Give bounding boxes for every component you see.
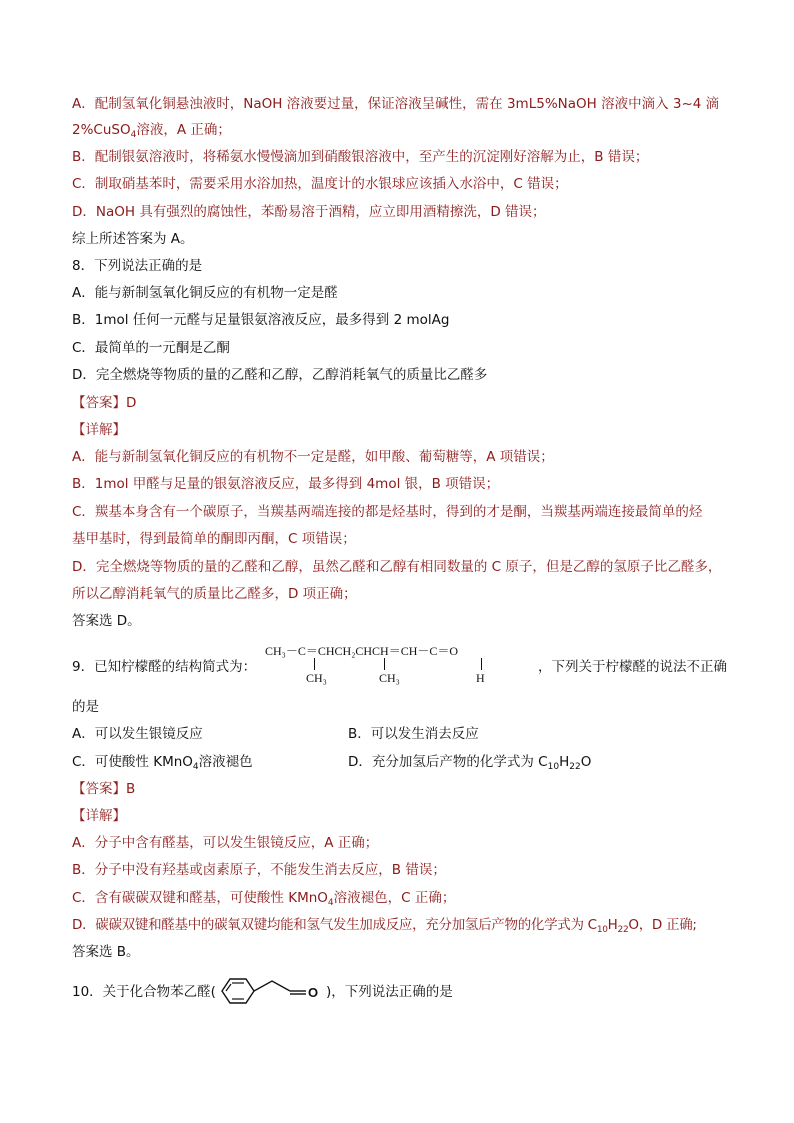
q8-exp-a: A．能与新制氢氧化铜反应的有机物不一定是醛，如甲酸、葡萄糖等，A 项错误； xyxy=(72,449,554,465)
q9-summary: 答案选 B。 xyxy=(72,944,140,960)
q10-stem-pre: 10．关于化合物苯乙醛( xyxy=(72,984,216,1000)
phenylacetaldehyde-structure xyxy=(214,975,324,1007)
q9-detail-label: 【详解】 xyxy=(72,808,126,824)
q9-stem-line2: 的是 xyxy=(72,699,99,715)
q7-exp-c: C．制取硝基苯时，需要采用水浴加热，温度计的水银球应该插入水浴中，C 错误； xyxy=(72,176,568,192)
formula-methyl-2: CH₃ xyxy=(379,671,400,685)
q8-answer: 【答案】D xyxy=(72,395,137,411)
q8-stem: 8．下列说法正确的是 xyxy=(72,258,203,274)
q8-exp-c1: C．羰基本身含有一个碳原子，当羰基两端连接的都是烃基时，得到的才是酮，当羰基两端连接最简单的烃 xyxy=(72,504,703,520)
q9-answer: 【答案】B xyxy=(72,781,136,797)
q9-exp-d: D．碳碳双键和醛基中的碳氧双键均能和氢气发生加成反应，充分加氢后产物的化学式为 $C_{10}H_{22}O$，D 正确; xyxy=(72,917,697,935)
q10-stem-post: )，下列说法正确的是 xyxy=(326,984,453,1000)
formula-hydrogen: H xyxy=(476,671,485,685)
q7-exp-b: B．配制银氨溶液时，将稀氨水慢慢滴加到硝酸银溶液中，至产生的沉淀刚好溶解为止，B 错误； xyxy=(72,149,649,165)
q8-detail-label: 【详解】 xyxy=(72,422,126,438)
q9-exp-c: C．含有碳碳双键和醛基，可使酸性 KMnO$_4$溶液褪色，C 正确； xyxy=(72,890,456,908)
q7-summary: 综上所述答案为 A。 xyxy=(72,231,194,247)
aldehyde-oxygen-label: O xyxy=(308,985,319,1000)
q9-option-d: D．充分加氢后产物的化学式为 $C_{10}H_{22}O$ xyxy=(348,754,592,772)
q9-exp-b: B．分子中没有羟基或卤素原子，不能发生消去反应，B 错误； xyxy=(72,862,446,878)
q8-option-d: D．完全燃烧等物质的量的乙醛和乙醇，乙醇消耗氧气的质量比乙醛多 xyxy=(72,367,488,383)
q8-exp-c2: 基甲基时，得到最简单的酮即丙酮，C 项错误； xyxy=(72,531,356,547)
q7-exp-d: D．NaOH 具有强烈的腐蚀性，苯酚易溶于酒精，应立即用酒精擦洗，D 错误； xyxy=(72,204,546,220)
q9-exp-a: A．分子中含有醛基，可以发生银镜反应，A 正确； xyxy=(72,835,379,851)
q9-stem-post: ，下列关于柠檬醛的说法不正确 xyxy=(538,659,727,675)
q8-option-b: B．1mol 任何一元醛与足量银氨溶液反应，最多得到 2 molAg xyxy=(72,312,450,328)
q8-option-c: C．最简单的一元酮是乙酮 xyxy=(72,340,230,356)
q7-exp-a-line2: 2%CuSO$_4$溶液，A 正确； xyxy=(72,122,231,140)
q8-exp-d1: D．完全燃烧等物质的量的乙醛和乙醇，虽然乙醛和乙醇有相同数量的 C 原子，但是乙醇的氢原子比乙醛多， xyxy=(72,559,722,575)
q7-exp-a-line1: A．配制氢氧化铜悬浊液时，NaOH 溶液要过量，保证溶液呈碱性，需在 3mL5%NaOH 溶液中滴入 3~4 滴 xyxy=(72,96,720,112)
q8-option-a: A．能与新制氢氧化铜反应的有机物一定是醛 xyxy=(72,285,338,301)
formula-methyl-1: CH₃ xyxy=(306,671,327,685)
formula-main-chain: CH₃－C＝CHCH₂CHCH＝CH－C＝O xyxy=(265,644,459,658)
q8-summary: 答案选 D。 xyxy=(72,613,141,629)
q8-exp-b: B．1mol 甲醛与足量的银氨溶液反应，最多得到 4mol 银，B 项错误； xyxy=(72,476,500,492)
q9-option-b: B．可以发生消去反应 xyxy=(348,726,479,742)
q9-stem-pre: 9．已知柠檬醛的结构简式为： xyxy=(72,659,257,675)
q9-option-c: C．可使酸性 KMnO$_4$溶液褪色 xyxy=(72,754,253,772)
citral-structure-formula xyxy=(265,642,530,688)
q8-exp-d2: 所以乙醇消耗氧气的质量比乙醛多，D 项正确； xyxy=(72,586,357,602)
q9-option-a: A．可以发生银镜反应 xyxy=(72,726,203,742)
